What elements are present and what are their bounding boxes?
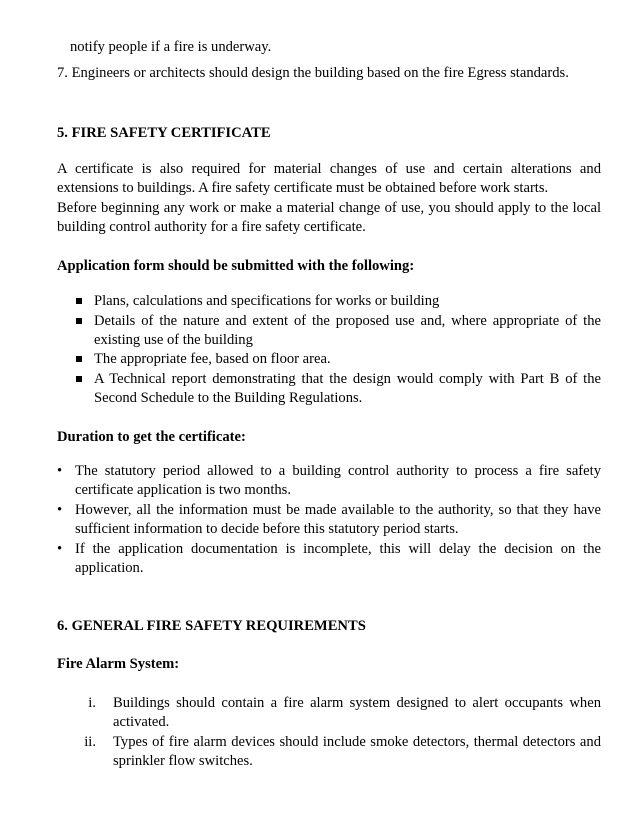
list-item-7: 7. Engineers or architects should design the building based on the fire Egress standards.	[57, 65, 569, 81]
list-item-text: The statutory period allowed to a building control authority to process a fire safety certificate application is two months.	[75, 463, 601, 499]
square-bullet-icon	[76, 356, 82, 362]
section-5-paragraph-2: Before beginning any work or make a material change of use, you should apply to the local building control authority for a fire safety certificate.	[57, 200, 601, 236]
list-item	[76, 370, 601, 409]
list-item	[57, 540, 601, 579]
list-item	[57, 462, 601, 501]
square-bullet-icon	[76, 318, 82, 324]
application-heading: Application form should be submitted with the following:	[57, 258, 415, 274]
list-item-text: If the application documentation is incomplete, this will delay the decision on the application.	[75, 541, 601, 577]
section-5-paragraph-1: A certificate is also required for material changes of use and certain alterations and extensions to buildings. A fire safety certificate must be obtained before work starts.	[57, 161, 601, 197]
list-item-text: Buildings should contain a fire alarm system designed to alert occupants when activated.	[113, 695, 601, 731]
roman-numeral: ii.	[84, 734, 96, 750]
section-6-heading: 6. GENERAL FIRE SAFETY REQUIREMENTS	[57, 618, 366, 634]
list-item	[70, 694, 601, 733]
list-item	[76, 350, 601, 369]
list-item-text: Details of the nature and extent of the proposed use and, where appropriate of the existing use of the building	[94, 313, 601, 349]
list-item-text: The appropriate fee, based on floor area.	[94, 351, 331, 367]
bullet-dot-icon: •	[57, 541, 63, 557]
list-item	[57, 501, 601, 540]
square-bullet-icon	[76, 298, 82, 304]
fire-alarm-heading: Fire Alarm System:	[57, 656, 180, 672]
list-item	[70, 733, 601, 772]
duration-heading: Duration to get the certificate:	[57, 429, 246, 445]
list-item	[76, 292, 601, 311]
section-5-heading: 5. FIRE SAFETY CERTIFICATE	[57, 125, 271, 141]
list-item	[76, 312, 601, 351]
square-bullet-icon	[76, 376, 82, 382]
bullet-dot-icon: •	[57, 463, 63, 479]
bullet-dot-icon: •	[57, 502, 63, 518]
list-item-text: However, all the information must be made available to the authority, so that they have sufficient information to decide before this statutory period starts.	[75, 502, 601, 538]
list-item-text: Plans, calculations and specifications for works or building	[94, 293, 440, 309]
roman-numeral: i.	[88, 695, 96, 711]
continued-line: notify people if a fire is underway.	[70, 39, 272, 55]
list-item-text: Types of fire alarm devices should include smoke detectors, thermal detectors and sprinkler flow switches.	[113, 734, 601, 770]
list-item-text: A Technical report demonstrating that the design would comply with Part B of the Second Schedule to the Building Regulations.	[94, 371, 601, 407]
